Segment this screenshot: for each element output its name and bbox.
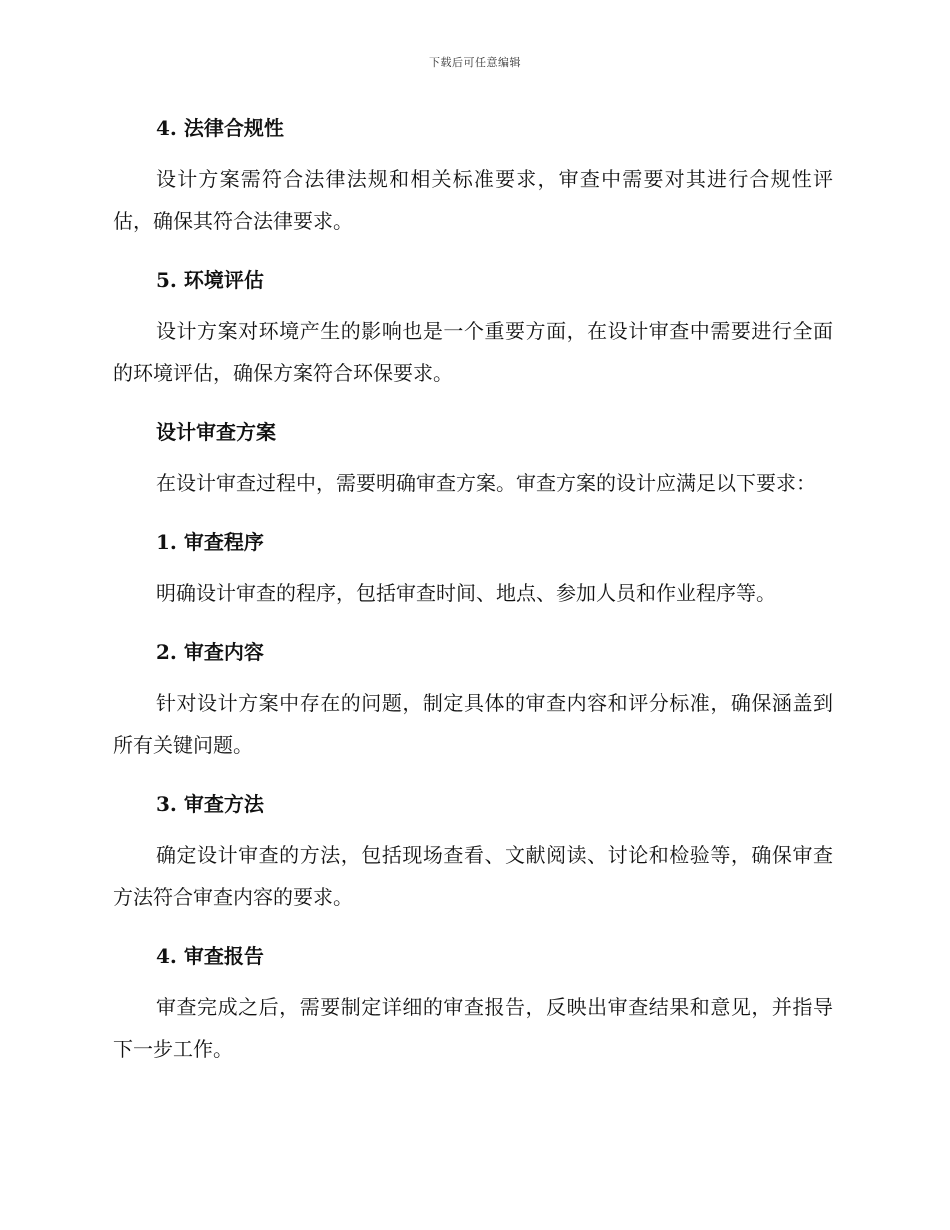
section-paragraph: 设计方案对环境产生的影响也是一个重要方面，在设计审查中需要进行全面的环境评估，确保方案符合环保要求。 [113, 319, 833, 385]
section-paragraph: 设计方案需符合法律法规和相关标准要求，审查中需要对其进行合规性评估，确保其符合法律要求。 [113, 167, 833, 233]
section-paragraph: 针对设计方案中存在的问题，制定具体的审查内容和评分标准，确保涵盖到所有关键问题。 [113, 691, 833, 757]
section-paragraph: 审查完成之后，需要制定详细的审查报告，反映出审查结果和意见，并指导下一步工作。 [113, 995, 833, 1061]
section-heading: 4. 法律合规性 [156, 116, 284, 140]
page-header: 下载后可任意编辑 [429, 56, 521, 69]
section-paragraph: 明确设计审查的程序，包括审查时间、地点、参加人员和作业程序等。 [156, 581, 776, 605]
section-heading: 2. 审查内容 [156, 640, 264, 664]
section-heading: 设计审查方案 [156, 420, 276, 444]
section-heading: 3. 审查方法 [156, 792, 264, 816]
section-paragraph: 在设计审查过程中，需要明确审查方案。审查方案的设计应满足以下要求： [156, 471, 816, 495]
section-heading: 5. 环境评估 [156, 268, 264, 292]
section-heading: 1. 审查程序 [156, 530, 264, 554]
document-body [113, 106, 833, 1070]
section-paragraph: 确定设计审查的方法，包括现场查看、文献阅读、讨论和检验等，确保审查方法符合审查内容的要求。 [113, 843, 833, 909]
section-heading: 4. 审查报告 [156, 944, 264, 968]
